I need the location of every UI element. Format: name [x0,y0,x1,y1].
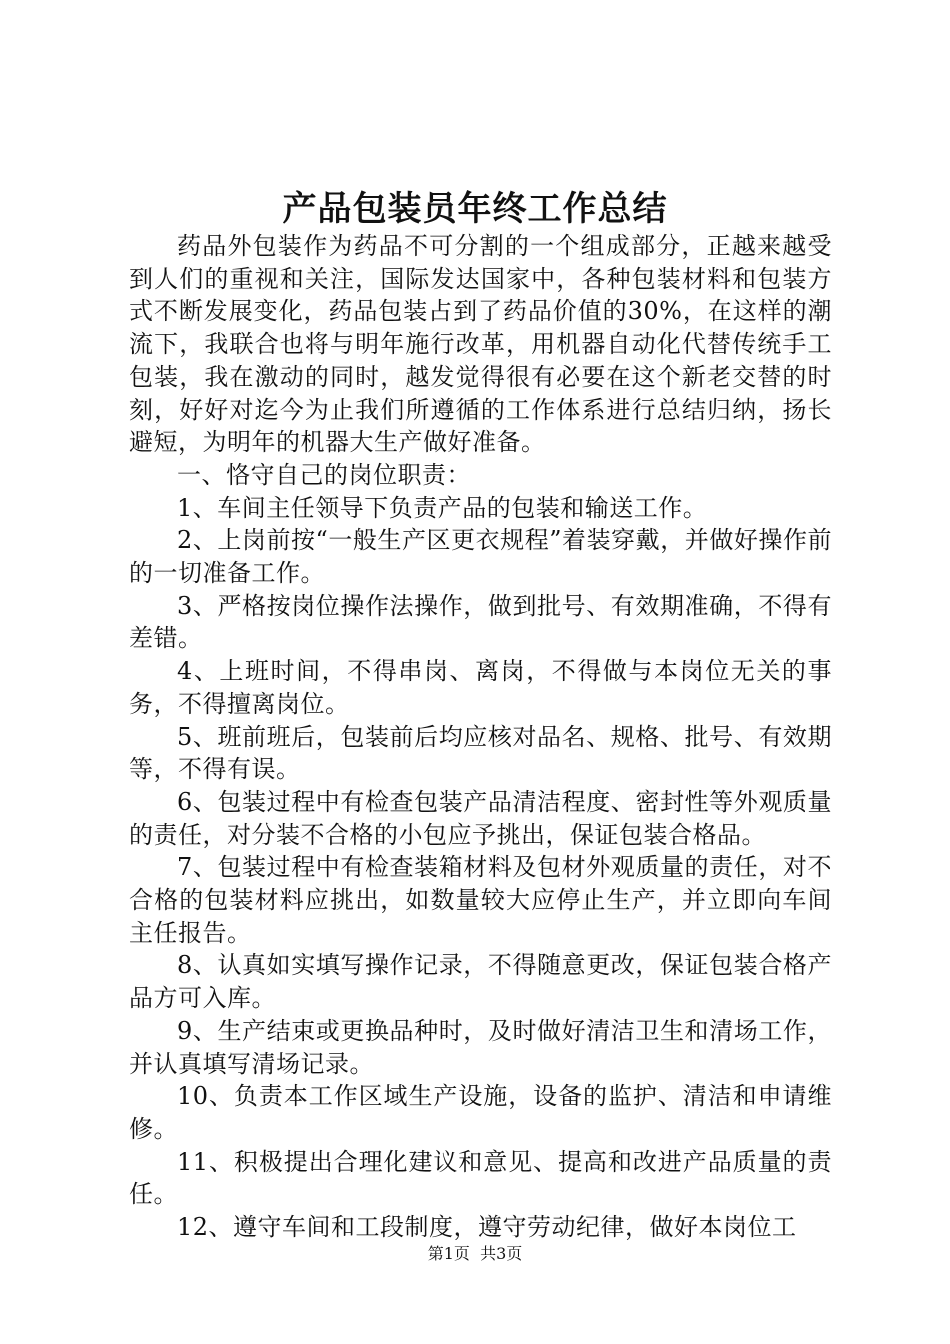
section-heading: 一、恪守自己的岗位职责： [177,460,471,489]
duty-item-6: 6、包装过程中有检查包装产品清洁程度、密封性等外观质量的责任，对分装不合格的小包应予挑出，保证包装合格品。 [129,787,832,849]
page-total: 共3页 [480,1244,523,1263]
duty-item-9: 9、生产结束或更换品种时，及时做好清洁卫生和清场工作，并认真填写清场记录。 [129,1016,832,1078]
page-footer [0,1242,950,1266]
page-number: 第1页 [427,1244,470,1263]
duty-item-8: 8、认真如实填写操作记录，不得随意更改，保证包装合格产品方可入库。 [129,951,832,1013]
intro-paragraph: 药品外包装作为药品不可分割的一个组成部分，正越来越受到人们的重视和关注，国际发达国家中，各种包装材料和包装方式不断发展变化，药品包装占到了药品价值的30%，在这样的潮流下，我联合也将与明年施行改革，用机器自动化代替传统手工包装，我在激动的同时，越发觉得很有必要在这个新老交替的时刻，好好对迄今为止我们所遵循的工作体系进行总结归纳，扬长避短，为明年的机器大生产做好准备。 [129,232,832,457]
duty-item-12: 12、遵守车间和工段制度，遵守劳动纪律，做好本岗位工 [177,1213,797,1242]
duty-item-5: 5、班前班后，包装前后均应核对品名、规格、批号、有效期等，不得有误。 [129,722,832,784]
duty-item-3: 3、严格按岗位操作法操作，做到批号、有效期准确，不得有差错。 [129,591,832,653]
duty-item-7: 7、包装过程中有检查装箱材料及包材外观质量的责任，对不合格的包装材料应挑出，如数量较大应停止生产，并立即向车间主任报告。 [129,853,832,947]
duty-item-10: 10、负责本工作区域生产设施，设备的监护、清洁和申请维修。 [129,1082,832,1143]
duty-item-2: 2、上岗前按“一般生产区更衣规程”着装穿戴，并做好操作前的一切准备工作。 [129,526,832,588]
duty-item-11: 11、积极提出合理化建议和意见、提高和改进产品质量的责任。 [129,1147,832,1209]
duty-item-1: 1、车间主任领导下负责产品的包装和输送工作。 [177,493,708,522]
document-title: 产品包装员年终工作总结 [282,189,668,229]
document-body [129,230,832,1244]
duty-item-4: 4、上班时间，不得串岗、离岗，不得做与本岗位无关的事务，不得擅离岗位。 [129,657,832,718]
